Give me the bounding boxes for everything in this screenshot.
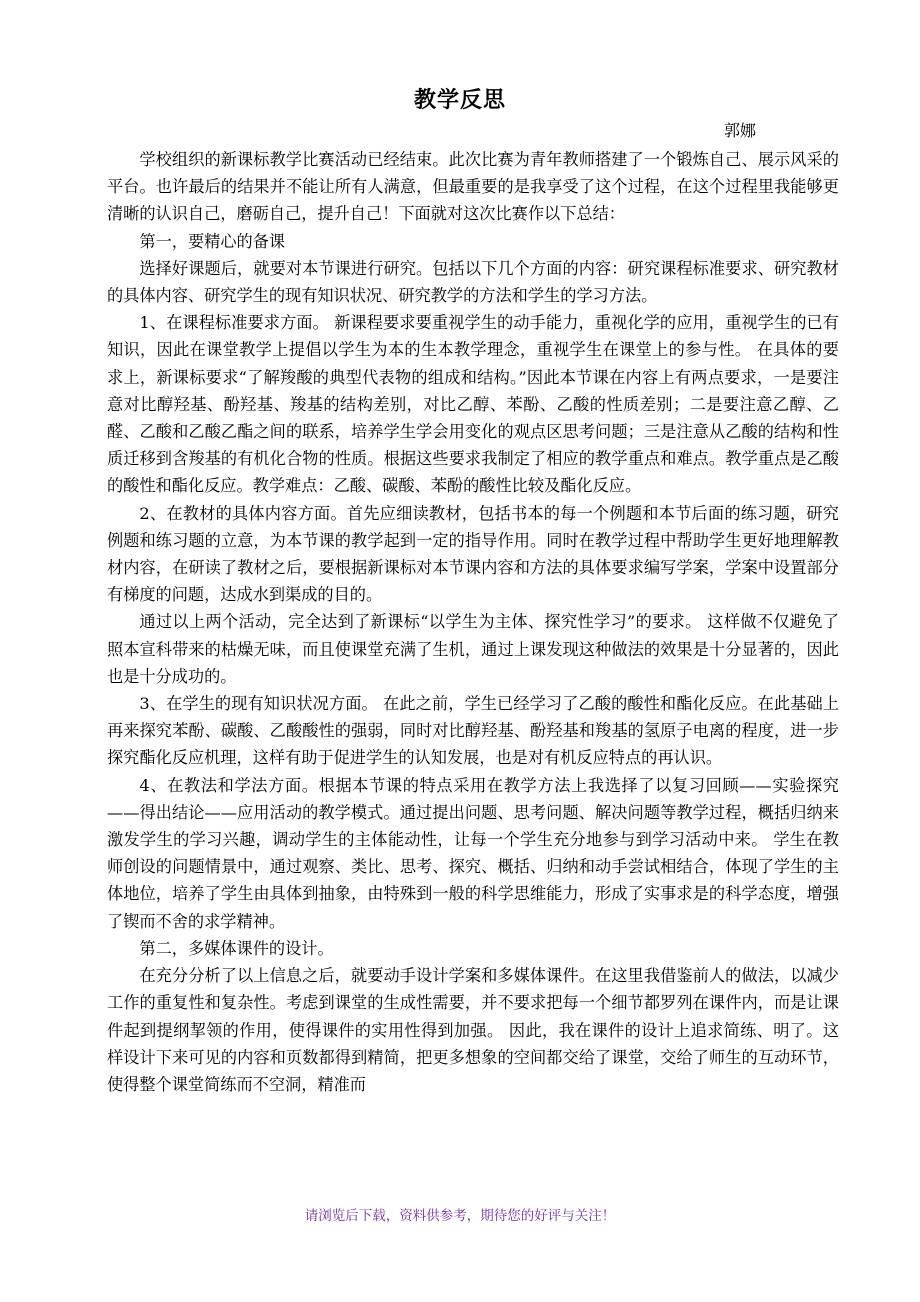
paragraph-activities: 通过以上两个活动，完全达到了新课标“以学生为主体、探究性学习”的要求。 这样做不仅避免了照本宣科带来的枯燥无味，而且使课堂充满了生机，通过上课发现这种做法的效果是十分显著的，因此也是十分成功的。	[107, 612, 839, 686]
author-name: 郭娜	[724, 121, 757, 140]
paragraph-intro: 学校组织的新课标教学比赛活动已经结束。此次比赛为青年教师搭建了一个锻炼自己、展示风采的平台。也许最后的结果并不能让所有人满意，但最重要的是我享受了这个过程，在这个过程里我能够更清晰的认识自己，磨砺自己，提升自己！下面就对这次比赛作以下总结：	[107, 150, 839, 224]
paragraph-curriculum: 1、在课程标准要求方面。 新课程要求要重视学生的动手能力，重视化学的应用，重视学生的已有知识，因此在课堂教学上提倡以学生为本的生本教学理念，重视学生在课堂上的参与性。 在具体的要求上，新课标要求“了解羧酸的典型代表物的组成和结构。”因此本节课在内容上有两点要求，一是要注意对比醇羟基、酚羟基、羧基的结构差别，对比乙醇、苯酚、乙酸的性质差别；二是要注意乙醇、乙醛、乙酸和乙酸乙酯之间的联系，培养学生学会用变化的观点区思考问题；三是注意从乙酸的结构和性质迁移到含羧基的有机化合物的性质。根据这些要求我制定了相应的教学重点和难点。教学重点是乙酸的酸性和酯化反应。教学难点：乙酸、碳酸、苯酚的酸性比较及酯化反应。	[107, 313, 839, 496]
download-footer-note: 请浏览后下载，资料供参考，期待您的好评与关注！	[304, 1208, 616, 1224]
section-heading-2: 第二，多媒体课件的设计。	[139, 938, 334, 958]
paragraph-textbook: 2、在教材的具体内容方面。首先应细读教材，包括书本的每一个例题和本节后面的练习题，研究例题和练习题的立意，为本节课的教学起到一定的指导作用。同时在教学过程中帮助学生更好地理解教材内容，在研读了教材之后，要根据新课标对本节课内容和方法的具体要求编写学案，学案中设置部分有梯度的问题，达成水到渠成的目的。	[107, 503, 839, 605]
document-title: 教学反思	[413, 88, 506, 113]
document-body	[107, 146, 839, 1098]
paragraph-research: 选择好课题后，就要对本节课进行研究。包括以下几个方面的内容：研究课程标准要求、研究教材的具体内容、研究学生的现有知识状况、研究教学的方法和学生的学习方法。	[107, 258, 839, 306]
section-heading-1: 第一，要精心的备课	[139, 231, 286, 251]
paragraph-methods: 4、在教法和学法方面。根据本节课的特点采用在教学方法上我选择了以复习回顾——实验探究——得出结论——应用活动的教学模式。通过提出问题、思考问题、解决问题等教学过程，概括归纳来激发学生的学习兴趣，调动学生的主体能动性，让每一个学生充分地参与到学习活动中来。 学生在教师创设的问题情景中，通过观察、类比、思考、探究、概括、归纳和动手尝试相结合，体现了学生的主体地位，培养了学生由具体到抽象，由特殊到一般的科学思维能力，形成了实事求是的科学态度，增强了锲而不舍的求学精神。	[107, 775, 839, 931]
paragraph-students: 3、在学生的现有知识状况方面。 在此之前，学生已经学习了乙酸的酸性和酯化反应。在此基础上再来探究苯酚、碳酸、乙酸酸性的强弱，同时对比醇羟基、酚羟基和羧基的氢原子电离的程度，进一步探究酯化反应机理，这样有助于促进学生的认知发展，也是对有机反应特点的再认识。	[107, 694, 839, 768]
paragraph-multimedia: 在充分分析了以上信息之后，就要动手设计学案和多媒体课件。在这里我借鉴前人的做法，以减少工作的重复性和复杂性。考虑到课堂的生成性需要，并不要求把每一个细节都罗列在课件内，而是让课件起到提纲挈领的作用，使得课件的实用性得到加强。 因此，我在课件的设计上追求简练、明了。这样设计下来可见的内容和页数都得到精简，把更多想象的空间都交给了课堂，交给了师生的互动环节，使得整个课堂简练而不空洞，精准而	[107, 966, 839, 1094]
